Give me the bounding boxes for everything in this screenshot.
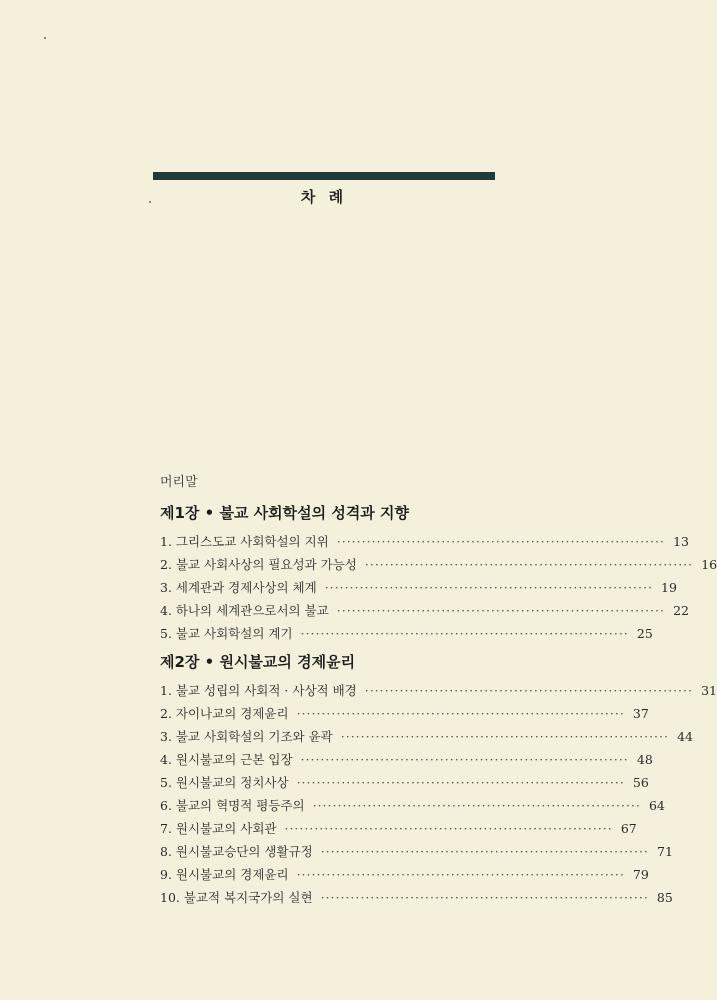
entry-label: 5. 불교 사회학설의 계기 [160,626,293,641]
table-of-contents [160,474,717,909]
leader-dots: ·································································· [320,890,649,905]
toc-entry[interactable] [160,679,717,702]
entry-label: 4. 원시불교의 근본 입장 [160,752,293,767]
leader-dots: ·································································· [340,729,669,744]
page-number: 44 [677,729,693,744]
entry-label: 2. 불교 사회사상의 필요성과 가능성 [160,557,357,572]
leader-dots: ·································································· [320,844,649,859]
leader-dots: ·································································· [324,580,653,595]
page-number: 85 [656,890,673,905]
chapter-2-entries [160,679,717,909]
page-number: 16 [701,557,717,572]
chapter-1-entries [160,530,717,645]
entry-label: 1. 불교 성립의 사회적 · 사상적 배경 [160,683,357,698]
leader-dots: ·································································· [364,557,694,572]
page-number: 56 [632,775,649,790]
toc-entry[interactable] [160,725,693,748]
page-number: 79 [632,867,649,882]
entry-label: 3. 세계관과 경제사상의 체계 [160,580,317,595]
leader-dots: ·································································· [364,683,693,698]
page-number: 64 [648,798,665,813]
page-number: 71 [657,844,673,859]
page-number: 37 [632,706,649,721]
chapter-2-title[interactable]: 제2장 • 원시불교의 경제윤리 [160,653,356,671]
toc-entry[interactable] [160,748,653,771]
header-rule [153,172,495,180]
toc-entry[interactable] [160,771,649,794]
toc-entry[interactable] [160,863,649,886]
entry-label: 3. 불교 사회학설의 기조와 윤곽 [160,729,333,744]
leader-dots: ·································································· [336,603,665,618]
leader-dots: ·································································· [336,534,665,549]
contents-heading: 차 례 [300,188,348,206]
entry-label: 9. 원시불교의 경제윤리 [160,867,289,882]
entry-label: 2. 자이나교의 경제윤리 [160,706,289,721]
toc-entry[interactable] [160,553,717,576]
leader-dots: ·································································· [284,821,613,836]
page-number: 31 [701,683,717,698]
page-number: 22 [673,603,689,618]
page-number: 67 [620,821,637,836]
leader-dots: ·································································· [312,798,641,813]
entry-label: 10. 불교적 복지국가의 실현 [160,890,313,905]
toc-entry[interactable] [160,530,689,553]
leader-dots: ·································································· [300,626,629,641]
toc-entry[interactable] [160,817,637,840]
leader-dots: ·································································· [296,775,625,790]
entry-label: 4. 하나의 세계관으로서의 불교 [160,603,329,618]
paper-speck [149,201,151,203]
leader-dots: ·································································· [300,752,629,767]
entry-label: 1. 그리스도교 사회학설의 지위 [160,534,329,549]
entry-label: 7. 원시불교의 사회관 [160,821,277,836]
toc-entry[interactable] [160,576,677,599]
page-number: 13 [673,534,689,549]
leader-dots: ·································································· [296,867,625,882]
entry-label: 6. 불교의 혁명적 평등주의 [160,798,305,813]
page-number: 25 [636,626,653,641]
toc-entry[interactable] [160,622,653,645]
entry-label: 5. 원시불교의 정치사상 [160,775,289,790]
page-number: 19 [661,580,677,595]
leader-dots: ·································································· [296,706,625,721]
preface-entry[interactable]: 머리말 [160,475,198,490]
toc-entry[interactable] [160,886,673,909]
entry-label: 8. 원시불교승단의 생활규정 [160,844,313,859]
paper-speck [44,37,46,39]
page-number: 48 [636,752,653,767]
toc-entry[interactable] [160,599,689,622]
toc-entry[interactable] [160,702,649,725]
chapter-1-title[interactable]: 제1장 • 불교 사회학설의 성격과 지향 [160,504,409,522]
toc-entry[interactable] [160,794,665,817]
toc-entry[interactable] [160,840,673,863]
